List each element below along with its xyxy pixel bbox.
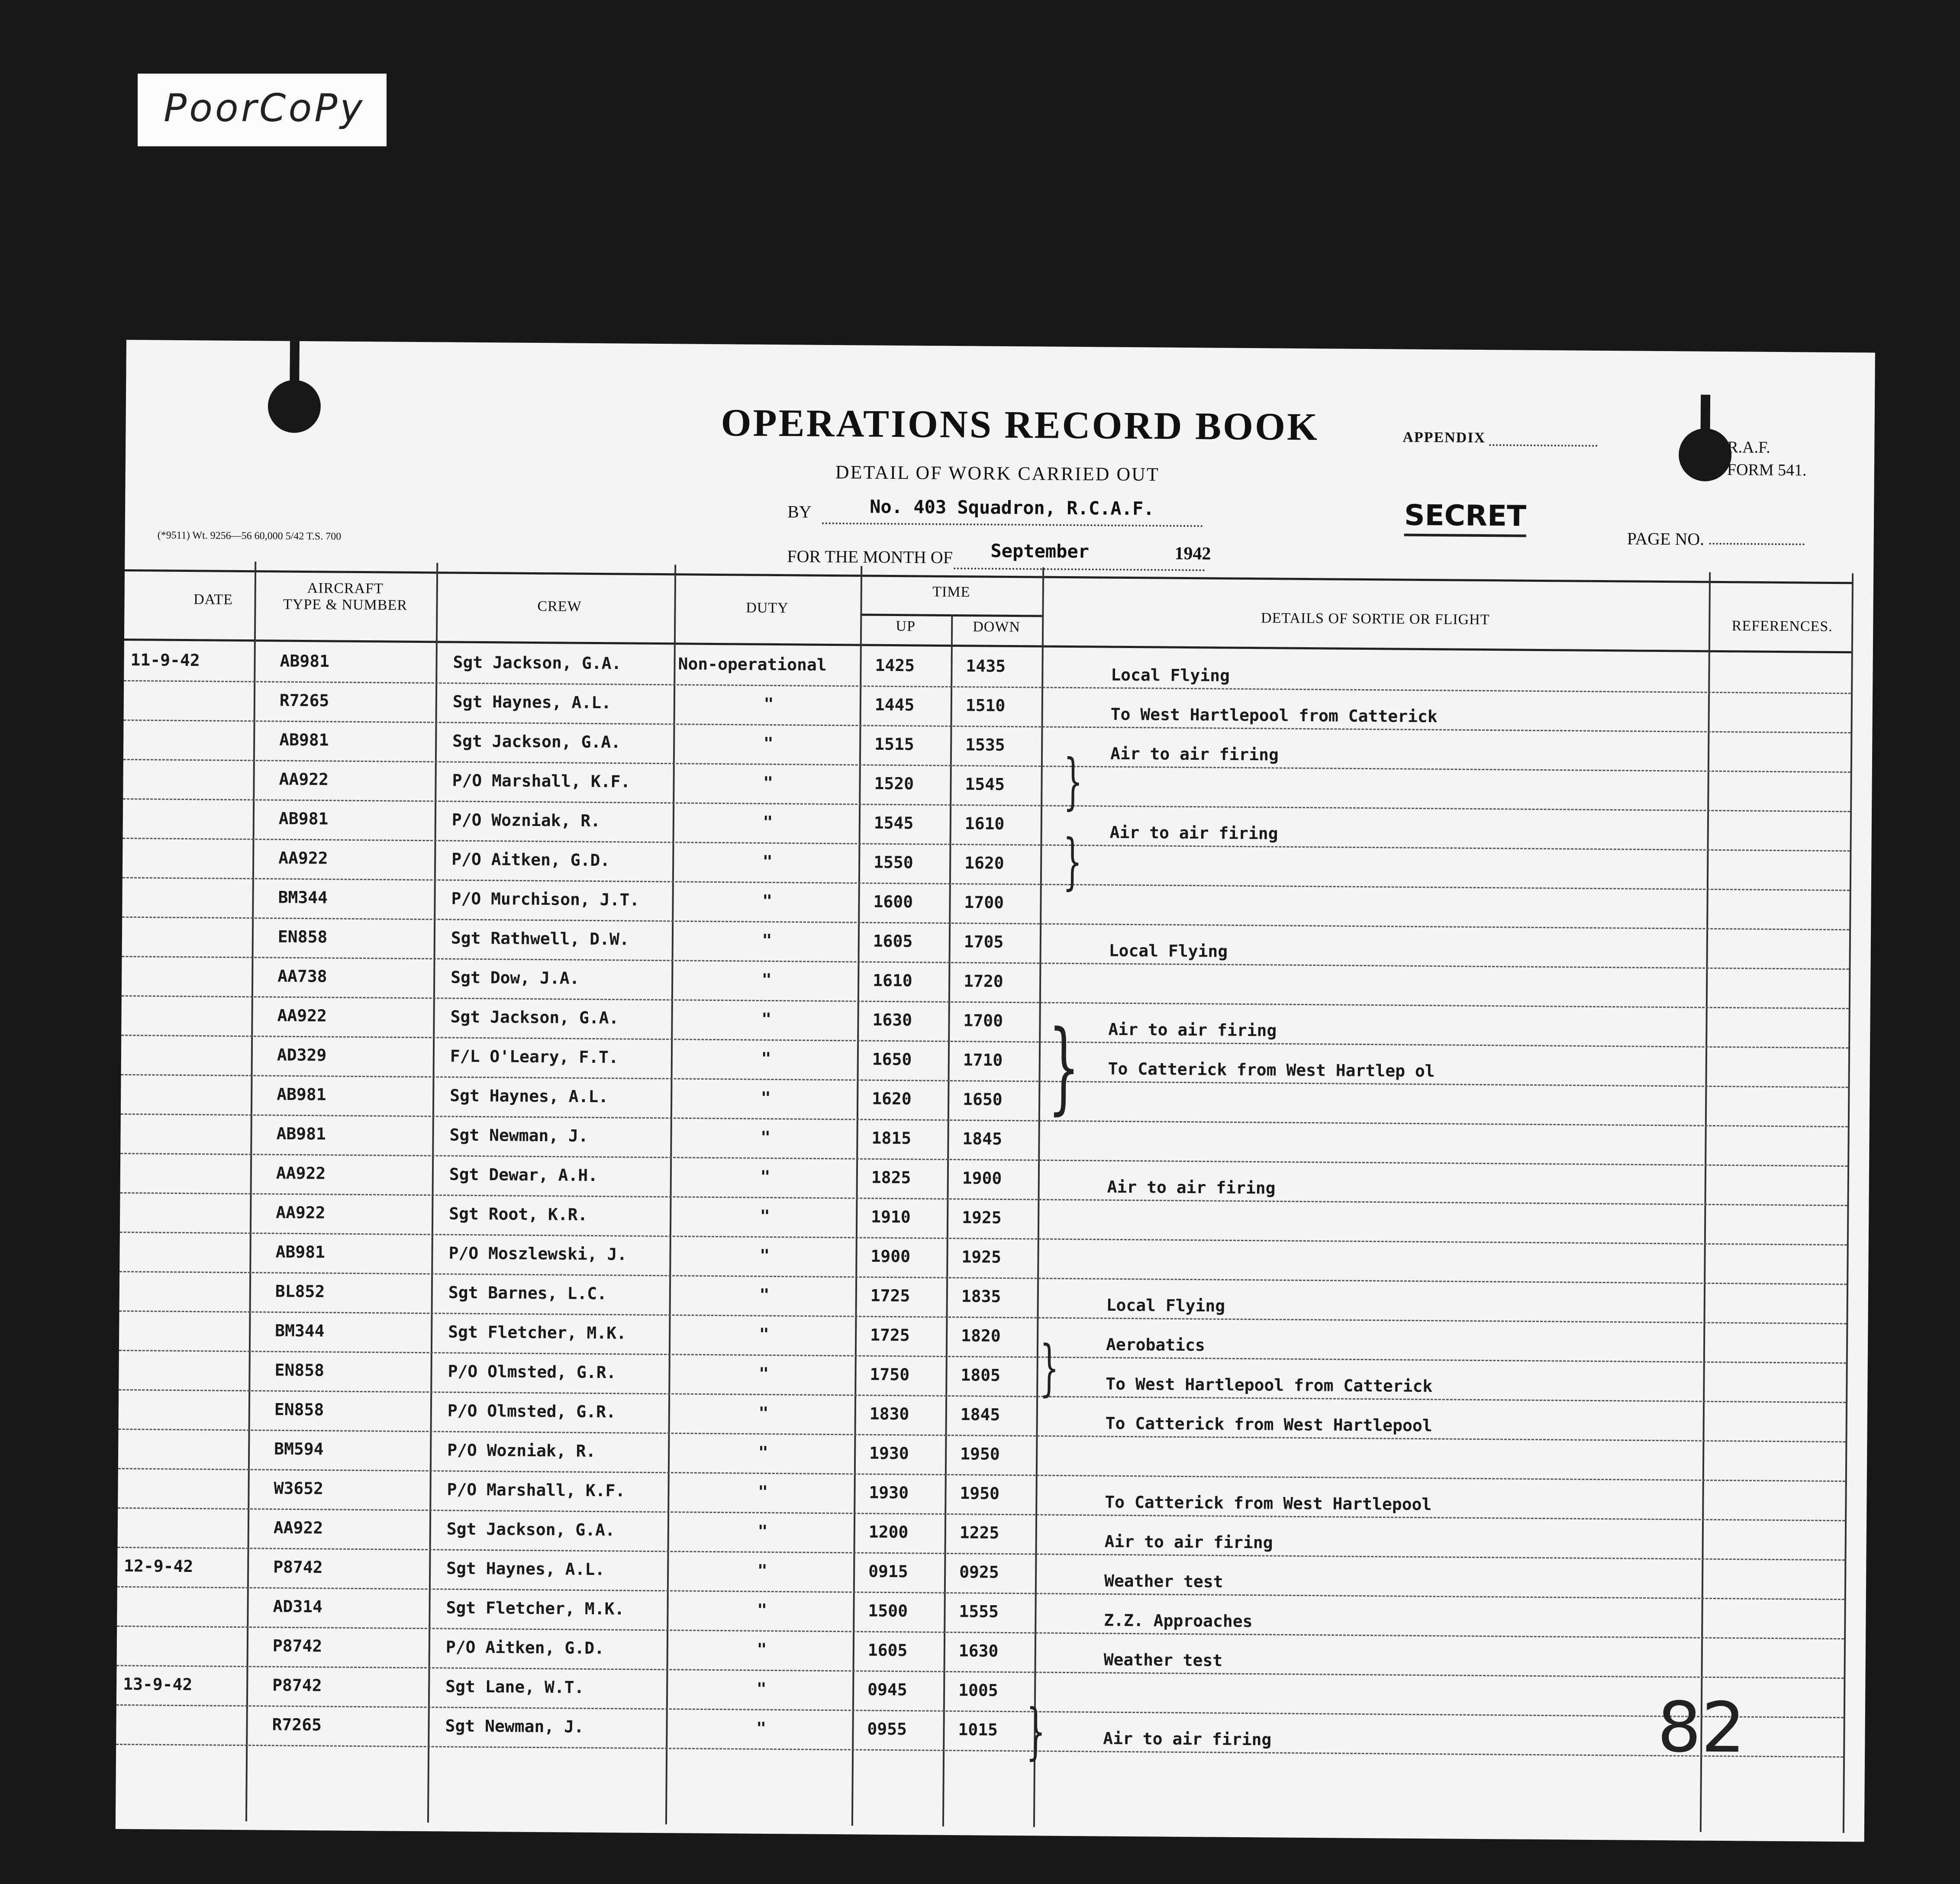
cell-date — [129, 847, 250, 848]
cell-date — [125, 1438, 246, 1439]
cell-up: 1445 — [874, 695, 915, 715]
cell-duty: " — [761, 1048, 771, 1068]
cell-crew: Sgt Root, K.R. — [449, 1204, 588, 1224]
cell-crew: P/O Aitken, G.D. — [451, 849, 610, 870]
cell-crew: P/O Marshall, K.F. — [447, 1480, 625, 1500]
cell-up: 1630 — [872, 1010, 912, 1030]
cell-down: 1900 — [962, 1168, 1002, 1188]
cell-details — [1109, 902, 1694, 906]
cell-aircraft: AB981 — [278, 809, 329, 829]
page-number-label: PAGE NO. — [1627, 529, 1705, 549]
cell-date — [123, 1635, 245, 1636]
cell-duty: " — [763, 812, 773, 832]
cell-crew: Sgt Jackson, G.A. — [453, 652, 622, 673]
cell-down: 1650 — [963, 1090, 1003, 1109]
cell-up: 1725 — [870, 1325, 910, 1345]
cell-crew: Sgt Jackson, G.A. — [452, 731, 621, 752]
cell-duty: " — [759, 1285, 770, 1304]
year-value: 1942 — [1174, 543, 1211, 564]
cell-details — [1107, 1217, 1691, 1221]
cell-up: 1600 — [873, 892, 913, 912]
cell-aircraft: AD314 — [273, 1597, 323, 1616]
cell-up: 1930 — [869, 1443, 909, 1463]
cell-down: 1925 — [961, 1247, 1002, 1267]
bracket: } — [1048, 1009, 1080, 1126]
cell-duty: " — [758, 1364, 769, 1383]
cell-down: 1720 — [964, 971, 1003, 991]
cell-down: 1005 — [958, 1681, 998, 1700]
col-date: DATE — [193, 591, 233, 608]
cell-aircraft: EN858 — [277, 927, 328, 947]
unit-name: No. 403 Squadron, R.C.A.F. — [870, 496, 1154, 519]
month-label: FOR THE MONTH OF — [787, 546, 953, 568]
cell-up: 1910 — [871, 1207, 911, 1227]
cell-date — [129, 926, 250, 927]
cell-crew: Sgt Dow, J.A. — [451, 968, 580, 988]
cell-up: 1930 — [869, 1483, 909, 1503]
cell-crew: P/O Aitken, G.D. — [445, 1637, 605, 1658]
poor-copy-label: PoorCoPy — [138, 74, 387, 146]
cell-aircraft: AB981 — [279, 730, 329, 750]
cell-down: 1610 — [964, 814, 1005, 833]
cell-aircraft: W3652 — [274, 1478, 324, 1498]
bracket: } — [1063, 746, 1083, 817]
cell-aircraft: AB981 — [277, 1084, 326, 1104]
cell-details — [1108, 1099, 1692, 1103]
cell-up: 0955 — [867, 1719, 907, 1739]
cell-duty: " — [759, 1324, 769, 1344]
cell-duty: " — [757, 1561, 767, 1580]
cell-down: 1820 — [961, 1326, 1001, 1345]
cell-details — [1103, 1690, 1688, 1694]
cell-down: 1545 — [965, 774, 1005, 794]
cell-crew: Sgt Dewar, A.H. — [449, 1165, 598, 1185]
cell-crew: Sgt Barnes, L.C. — [448, 1283, 607, 1303]
cell-date — [126, 1202, 248, 1203]
cell-duty: " — [763, 733, 774, 753]
by-label: BY — [787, 502, 812, 522]
cell-date — [126, 1359, 247, 1360]
cell-date — [128, 965, 249, 966]
cell-details: Air to air firing — [1107, 1177, 1276, 1198]
cell-date — [128, 1044, 249, 1045]
cell-aircraft: R7265 — [279, 690, 329, 710]
cell-duty: " — [759, 1245, 770, 1265]
cell-down: 1225 — [959, 1523, 999, 1542]
cell-duty: " — [763, 773, 774, 792]
cell-up: 1825 — [871, 1168, 911, 1187]
cell-aircraft: AA922 — [276, 1163, 326, 1183]
cell-up: 1900 — [870, 1246, 911, 1266]
cell-aircraft: P8742 — [273, 1557, 323, 1577]
cell-aircraft: AA922 — [279, 769, 329, 789]
cell-aircraft: AA922 — [273, 1518, 323, 1538]
cell-aircraft: AB981 — [275, 1242, 326, 1262]
cell-date — [130, 768, 251, 769]
cell-up: 1515 — [874, 734, 914, 754]
cell-date — [124, 1596, 245, 1597]
cell-crew: Sgt Jackson, G.A. — [446, 1519, 615, 1540]
cell-up: 1620 — [872, 1089, 912, 1109]
cell-details — [1109, 981, 1693, 985]
cell-crew: P/O Murchison, J.T. — [451, 889, 640, 910]
cell-down: 1705 — [964, 932, 1004, 952]
cell-aircraft: BM594 — [274, 1439, 324, 1459]
col-aircraft: AIRCRAFT TYPE & NUMBER — [283, 580, 408, 613]
appendix-label: APPENDIX — [1402, 429, 1486, 446]
cell-aircraft: BM344 — [275, 1321, 325, 1341]
cell-aircraft: AA922 — [276, 1203, 326, 1223]
cell-details: Air to air firing — [1104, 1532, 1273, 1552]
cell-details: Local Flying — [1111, 665, 1230, 685]
cell-up: 1605 — [873, 931, 913, 951]
cell-crew: Sgt Fletcher, M.K. — [448, 1322, 627, 1343]
cell-duty: " — [762, 930, 772, 950]
operations-record-sheet — [116, 340, 1875, 1842]
cell-crew: P/O Olmsted, G.R. — [447, 1401, 616, 1422]
cell-duty: " — [760, 1206, 770, 1226]
cell-duty: " — [761, 1088, 771, 1107]
cell-down: 1710 — [963, 1050, 1003, 1070]
cell-duty: " — [758, 1442, 768, 1462]
col-time-down: DOWN — [973, 619, 1021, 636]
cell-details — [1110, 784, 1695, 788]
cell-date — [130, 729, 251, 730]
cell-crew: F/L O'Leary, F.T. — [450, 1046, 619, 1067]
cell-up: 1200 — [868, 1522, 909, 1542]
cell-details: Z.Z. Approaches — [1104, 1610, 1253, 1631]
cell-date — [125, 1399, 246, 1400]
cell-date — [126, 1241, 248, 1242]
cell-down: 1620 — [964, 853, 1004, 873]
cell-duty: " — [757, 1639, 767, 1659]
cell-aircraft: EN858 — [274, 1400, 324, 1419]
cell-duty: " — [761, 1009, 772, 1029]
cell-crew: Sgt Lane, W.T. — [445, 1677, 584, 1697]
cell-up: 1550 — [874, 852, 913, 872]
cell-duty: " — [758, 1521, 768, 1541]
cell-crew: P/O Moszlewski, J. — [448, 1243, 627, 1264]
cell-down: 1805 — [961, 1365, 1001, 1385]
month-value: September — [990, 540, 1090, 562]
cell-up: 1500 — [868, 1601, 908, 1621]
cell-details: To Catterick from West Hartlepool — [1105, 1492, 1432, 1514]
cell-details — [1109, 862, 1694, 867]
cell-aircraft: P8742 — [272, 1675, 322, 1695]
cell-duty: " — [756, 1679, 767, 1698]
cell-details: Local Flying — [1109, 941, 1228, 961]
cell-down: 1015 — [958, 1720, 998, 1739]
cell-crew: Sgt Fletcher, M.K. — [446, 1598, 625, 1619]
cell-up: 1545 — [874, 813, 914, 833]
cell-duty: " — [762, 852, 773, 871]
cell-date — [128, 1005, 249, 1006]
cell-down: 1535 — [965, 735, 1005, 755]
cell-down: 1630 — [958, 1641, 999, 1661]
cell-up: 1605 — [867, 1640, 908, 1660]
cell-aircraft: BL852 — [275, 1281, 325, 1301]
cell-down: 1510 — [965, 696, 1006, 715]
cell-up: 0915 — [868, 1561, 908, 1581]
cell-up: 1650 — [872, 1049, 912, 1069]
cell-aircraft: AA922 — [277, 1006, 327, 1026]
cell-crew: P/O Olmsted, G.R. — [448, 1361, 616, 1382]
cell-down: 1845 — [962, 1129, 1003, 1148]
col-time-up: UP — [896, 618, 916, 635]
cell-down: 1435 — [966, 656, 1006, 676]
form-title: OPERATIONS RECORD BOOK — [721, 401, 1319, 449]
cell-up: 1520 — [874, 774, 914, 794]
cell-crew: P/O Wozniak, R. — [451, 810, 601, 831]
cell-duty: " — [760, 1167, 770, 1186]
handwritten-page-number: 82 — [1657, 1687, 1746, 1768]
cell-details: Aerobatics — [1106, 1335, 1205, 1355]
cell-crew: Sgt Jackson, G.A. — [450, 1007, 619, 1028]
cell-up: 0945 — [867, 1680, 907, 1700]
cell-date: 12-9-42 — [124, 1556, 193, 1576]
cell-crew: P/O Wozniak, R. — [447, 1440, 596, 1461]
punch-hole — [1679, 428, 1732, 481]
cell-date — [129, 808, 251, 809]
cell-details: Weather test — [1104, 1571, 1223, 1591]
cell-details: Air to air firing — [1109, 823, 1278, 843]
bracket: } — [1062, 826, 1083, 897]
cell-date — [127, 1162, 248, 1163]
cell-up: 1830 — [869, 1404, 909, 1424]
cell-down: 1555 — [959, 1602, 999, 1621]
cell-crew: Sgt Haynes, A.L. — [450, 1086, 609, 1107]
col-duty: DUTY — [746, 600, 789, 616]
bracket: } — [1026, 1696, 1046, 1767]
cell-duty: " — [758, 1482, 768, 1501]
cell-down: 1845 — [960, 1405, 1000, 1424]
print-reference: (*9511) Wt. 9256—56 60,000 5/42 T.S. 700 — [157, 529, 342, 542]
cell-down: 1700 — [964, 893, 1004, 912]
cell-crew: P/O Marshall, K.F. — [452, 771, 631, 791]
cell-date — [123, 1714, 244, 1715]
cell-down: 1925 — [962, 1208, 1002, 1227]
cell-up: 1610 — [873, 971, 912, 990]
form-subtitle: DETAIL OF WORK CARRIED OUT — [835, 461, 1160, 485]
cell-aircraft: AB981 — [276, 1124, 326, 1144]
col-references: REFERENCES. — [1731, 618, 1833, 635]
cell-crew: Sgt Haynes, A.L. — [446, 1558, 605, 1579]
cell-duty: " — [756, 1718, 767, 1738]
cell-date — [124, 1517, 245, 1518]
cell-date: 13-9-42 — [123, 1674, 193, 1694]
cell-aircraft: EN858 — [274, 1360, 325, 1380]
col-details: DETAILS OF SORTIE OR FLIGHT — [1260, 610, 1490, 628]
cell-details: To West Hartlepool from Catterick — [1106, 1374, 1433, 1396]
cell-down: 1835 — [961, 1287, 1001, 1306]
cell-aircraft: AD329 — [277, 1045, 327, 1065]
punch-hole — [268, 380, 321, 433]
cell-aircraft: AA922 — [278, 848, 328, 868]
cell-up: 1815 — [871, 1128, 912, 1148]
cell-down: 1950 — [960, 1484, 1000, 1503]
cell-crew: Sgt Newman, J. — [445, 1716, 584, 1736]
cell-up: 1425 — [875, 655, 915, 675]
cell-date — [126, 1320, 247, 1321]
cell-details: Air to air firing — [1110, 744, 1279, 765]
cell-crew: Sgt Newman, J. — [449, 1125, 589, 1145]
cell-duty: " — [764, 694, 774, 713]
cell-up: 1750 — [870, 1365, 910, 1384]
cell-date: 11-9-42 — [130, 650, 200, 670]
bracket: } — [1039, 1332, 1060, 1403]
cell-aircraft: BM344 — [278, 887, 328, 907]
cell-duty: " — [762, 891, 773, 910]
cell-crew: Sgt Haynes, A.L. — [452, 692, 612, 713]
cell-details: To West Hartlepool from Catterick — [1110, 704, 1438, 726]
cell-up: 1725 — [870, 1286, 910, 1306]
cell-aircraft: P8742 — [272, 1636, 322, 1656]
cell-details — [1105, 1453, 1689, 1458]
cell-date — [127, 1123, 248, 1124]
cell-down: 0925 — [959, 1562, 999, 1582]
cell-aircraft: AB981 — [280, 651, 330, 671]
cell-details — [1108, 1138, 1692, 1142]
record-table — [116, 569, 1873, 1842]
cell-details: Local Flying — [1106, 1295, 1225, 1316]
cell-details: Weather test — [1103, 1650, 1223, 1670]
cell-details: To Catterick from West Hartlep ol — [1108, 1059, 1435, 1081]
col-time: TIME — [932, 584, 970, 600]
cell-duty: " — [757, 1600, 767, 1619]
cell-aircraft: AA738 — [277, 966, 327, 986]
cell-details — [1107, 1256, 1691, 1261]
form-number: R.A.F. FORM 541. — [1727, 438, 1807, 480]
cell-down: 1700 — [963, 1011, 1003, 1030]
cell-duty: " — [758, 1403, 769, 1423]
cell-details: Air to air firing — [1103, 1729, 1272, 1749]
cell-aircraft: R7265 — [272, 1715, 322, 1735]
cell-duty: Non-operational — [678, 654, 827, 674]
cell-down: 1950 — [960, 1444, 1000, 1464]
secret-stamp: SECRET — [1404, 499, 1527, 537]
cell-details: To Catterick from West Hartlepool — [1105, 1413, 1432, 1436]
cell-crew: Sgt Rathwell, D.W. — [451, 928, 629, 949]
col-crew: CREW — [537, 598, 582, 615]
cell-duty: " — [760, 1127, 771, 1147]
cell-duty: " — [761, 970, 772, 989]
cell-details: Air to air firing — [1108, 1019, 1277, 1040]
